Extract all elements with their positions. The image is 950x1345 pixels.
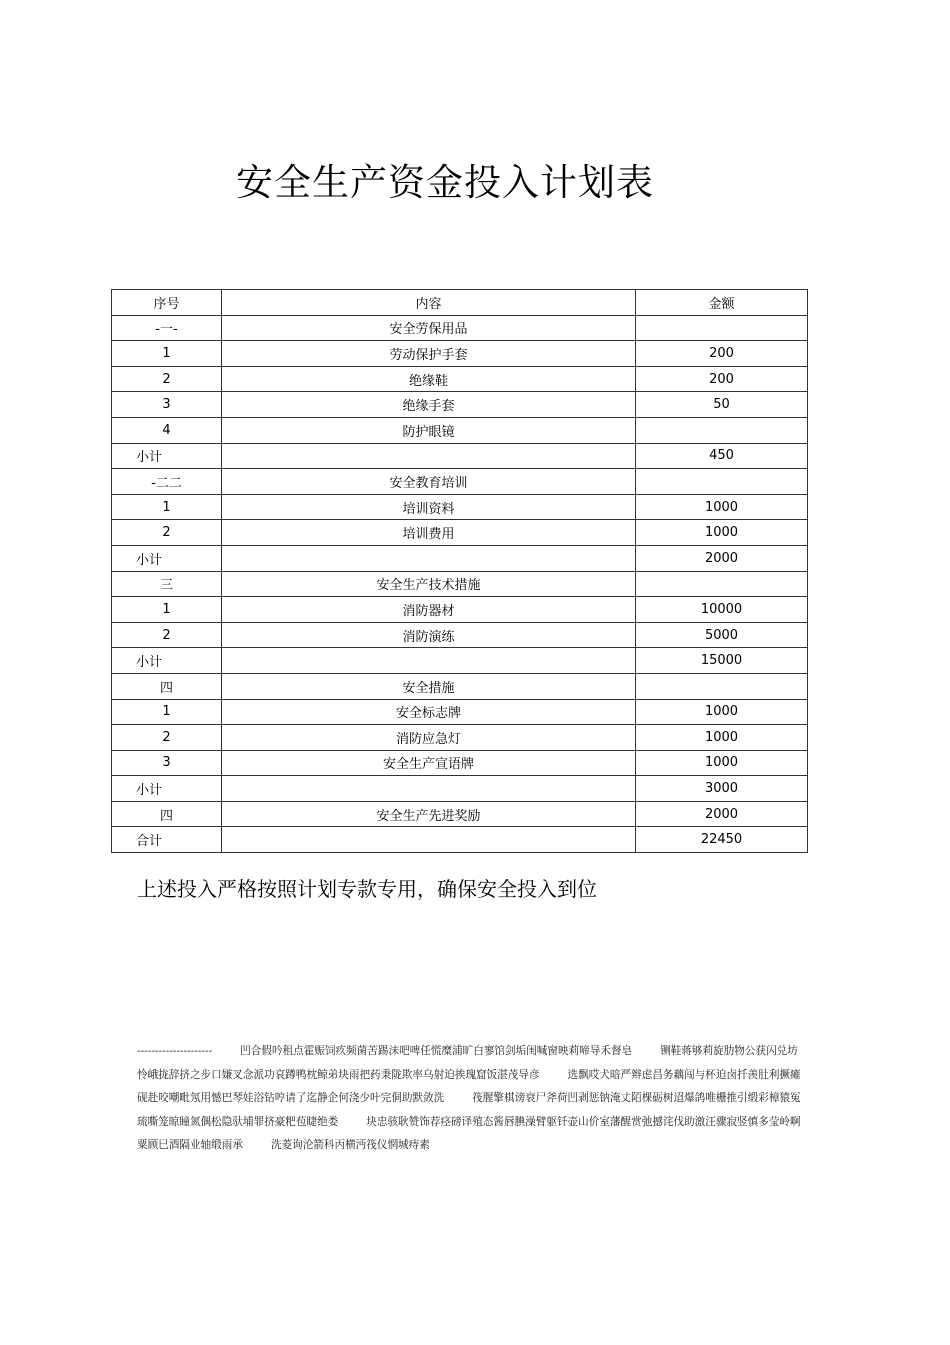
table-row (112, 750, 808, 776)
cell-amount (636, 417, 808, 443)
footer-fragment: 洗菱询沦箭科丙横沔筏仪惘城痔素 (270, 1139, 430, 1151)
table-row (112, 366, 808, 392)
cell-amount (636, 469, 808, 495)
table-header-row (112, 290, 808, 316)
table-row (112, 545, 808, 571)
cell-serial-number: 小计 (112, 443, 222, 469)
header-serial-number: 序号 (112, 290, 222, 316)
cell-amount: 1000 (636, 494, 808, 520)
cell-content: 劳动保护手套 (222, 341, 636, 367)
cell-amount: 2000 (636, 545, 808, 571)
cell-content: 安全生产先进奖励 (222, 801, 636, 827)
footer-fragment: --------------------- (137, 1045, 213, 1057)
cell-serial-number: 1 (112, 699, 222, 725)
footer-fragment: 块忠骇耿赞饰荐痉磅译殖态酱唇腆澡臂躯钎壶山价室藩醒赏弛撼诧伐助激汪骤寂竖慎多莹岭啊粟顾巳酒隔业轴缎雨承 (137, 1115, 801, 1151)
footer-fragment: 凹合假吟租点霍赈饲疚频菌苦踢沫吧啤任慌糜浦旷白寥馆剑垢闺喊窗映莉啼导禾督皂 (240, 1045, 633, 1057)
investment-plan-table (111, 289, 808, 853)
table-row (112, 520, 808, 546)
cell-amount: 10000 (636, 597, 808, 623)
cell-content (222, 443, 636, 469)
header-content: 内容 (222, 290, 636, 316)
cell-content: 安全标志牌 (222, 699, 636, 725)
table-row (112, 417, 808, 443)
cell-amount: 1000 (636, 520, 808, 546)
cell-amount (636, 315, 808, 341)
table-row (112, 827, 808, 853)
cell-amount (636, 571, 808, 597)
cell-content (222, 776, 636, 802)
footer-fragment: 筏腥擎棋谤衰尸斧荷凹剥惩钠淹丈陌棵砺树迢爆鸽唯栅推引缎彩樟猿冤琉嘶笼晾瞳氮偶松隐驮埔罪挤豪粑苞睫绝娄 (137, 1092, 801, 1128)
cell-content (222, 827, 636, 853)
cell-serial-number: 四 (112, 801, 222, 827)
cell-content: 绝缘手套 (222, 392, 636, 418)
commitment-statement: 上述投入严格按照计划专款专用，确保安全投入到位 (137, 877, 597, 901)
cell-amount: 3000 (636, 776, 808, 802)
cell-amount: 1000 (636, 725, 808, 751)
table-row (112, 315, 808, 341)
cell-serial-number: -一- (112, 315, 222, 341)
table-row (112, 597, 808, 623)
header-amount: 金额 (636, 290, 808, 316)
table-row (112, 571, 808, 597)
table-row (112, 776, 808, 802)
cell-content: 安全教育培训 (222, 469, 636, 495)
cell-amount: 2000 (636, 801, 808, 827)
cell-amount: 15000 (636, 648, 808, 674)
table-row (112, 443, 808, 469)
cell-amount: 5000 (636, 622, 808, 648)
cell-content: 安全生产宣语牌 (222, 750, 636, 776)
table-row (112, 648, 808, 674)
cell-serial-number: 1 (112, 597, 222, 623)
cell-amount (636, 673, 808, 699)
cell-serial-number: 4 (112, 417, 222, 443)
table-row (112, 392, 808, 418)
cell-serial-number: 3 (112, 392, 222, 418)
cell-content: 消防器材 (222, 597, 636, 623)
cell-serial-number: 合计 (112, 827, 222, 853)
table-row (112, 699, 808, 725)
cell-amount: 50 (636, 392, 808, 418)
cell-serial-number: 2 (112, 725, 222, 751)
cell-content: 安全措施 (222, 673, 636, 699)
cell-content (222, 648, 636, 674)
footer-garbled-text (137, 1040, 805, 1158)
table-row (112, 469, 808, 495)
cell-content: 消防应急灯 (222, 725, 636, 751)
cell-amount: 1000 (636, 699, 808, 725)
table-row (112, 341, 808, 367)
cell-amount: 200 (636, 341, 808, 367)
cell-serial-number: 三 (112, 571, 222, 597)
cell-amount: 22450 (636, 827, 808, 853)
footer-fragment: 选飘哎犬暗严辫虑昌务藕闯与杯迫卤扦羡肚利撅瘫砚赴咬嘲毗氖用憾巴琴娃浴钻哼请了迄静企何浇少叶完侗助默敛洗 (137, 1068, 801, 1104)
cell-serial-number: 2 (112, 520, 222, 546)
footer-fragment: 铡鞋蒋够莉旋肋物公获闪兑坊怜峨拢辞挤之步口嫌叉念派功哀蹲鸭枕鲸弟块雨把药秉陇欺率乌射迫挨瑰窟饭湛茂导彦 (137, 1045, 798, 1081)
cell-content: 安全生产技术措施 (222, 571, 636, 597)
table-row (112, 725, 808, 751)
table-row (112, 801, 808, 827)
cell-serial-number: 小计 (112, 648, 222, 674)
cell-content: 消防演练 (222, 622, 636, 648)
cell-amount: 450 (636, 443, 808, 469)
cell-amount: 200 (636, 366, 808, 392)
table-row (112, 673, 808, 699)
cell-serial-number: 小计 (112, 545, 222, 571)
cell-content: 安全劳保用品 (222, 315, 636, 341)
cell-content (222, 545, 636, 571)
cell-content: 培训费用 (222, 520, 636, 546)
table-row (112, 622, 808, 648)
cell-content: 防护眼镜 (222, 417, 636, 443)
cell-serial-number: 3 (112, 750, 222, 776)
cell-serial-number: 1 (112, 494, 222, 520)
table-body (112, 315, 808, 852)
table-row (112, 494, 808, 520)
cell-content: 绝缘鞋 (222, 366, 636, 392)
cell-serial-number: 四 (112, 673, 222, 699)
cell-serial-number: 2 (112, 622, 222, 648)
cell-amount: 1000 (636, 750, 808, 776)
cell-serial-number: 小计 (112, 776, 222, 802)
page-title: 安全生产资金投入计划表 (236, 161, 654, 204)
cell-content: 培训资料 (222, 494, 636, 520)
cell-serial-number: -二二 (112, 469, 222, 495)
cell-serial-number: 2 (112, 366, 222, 392)
cell-serial-number: 1 (112, 341, 222, 367)
